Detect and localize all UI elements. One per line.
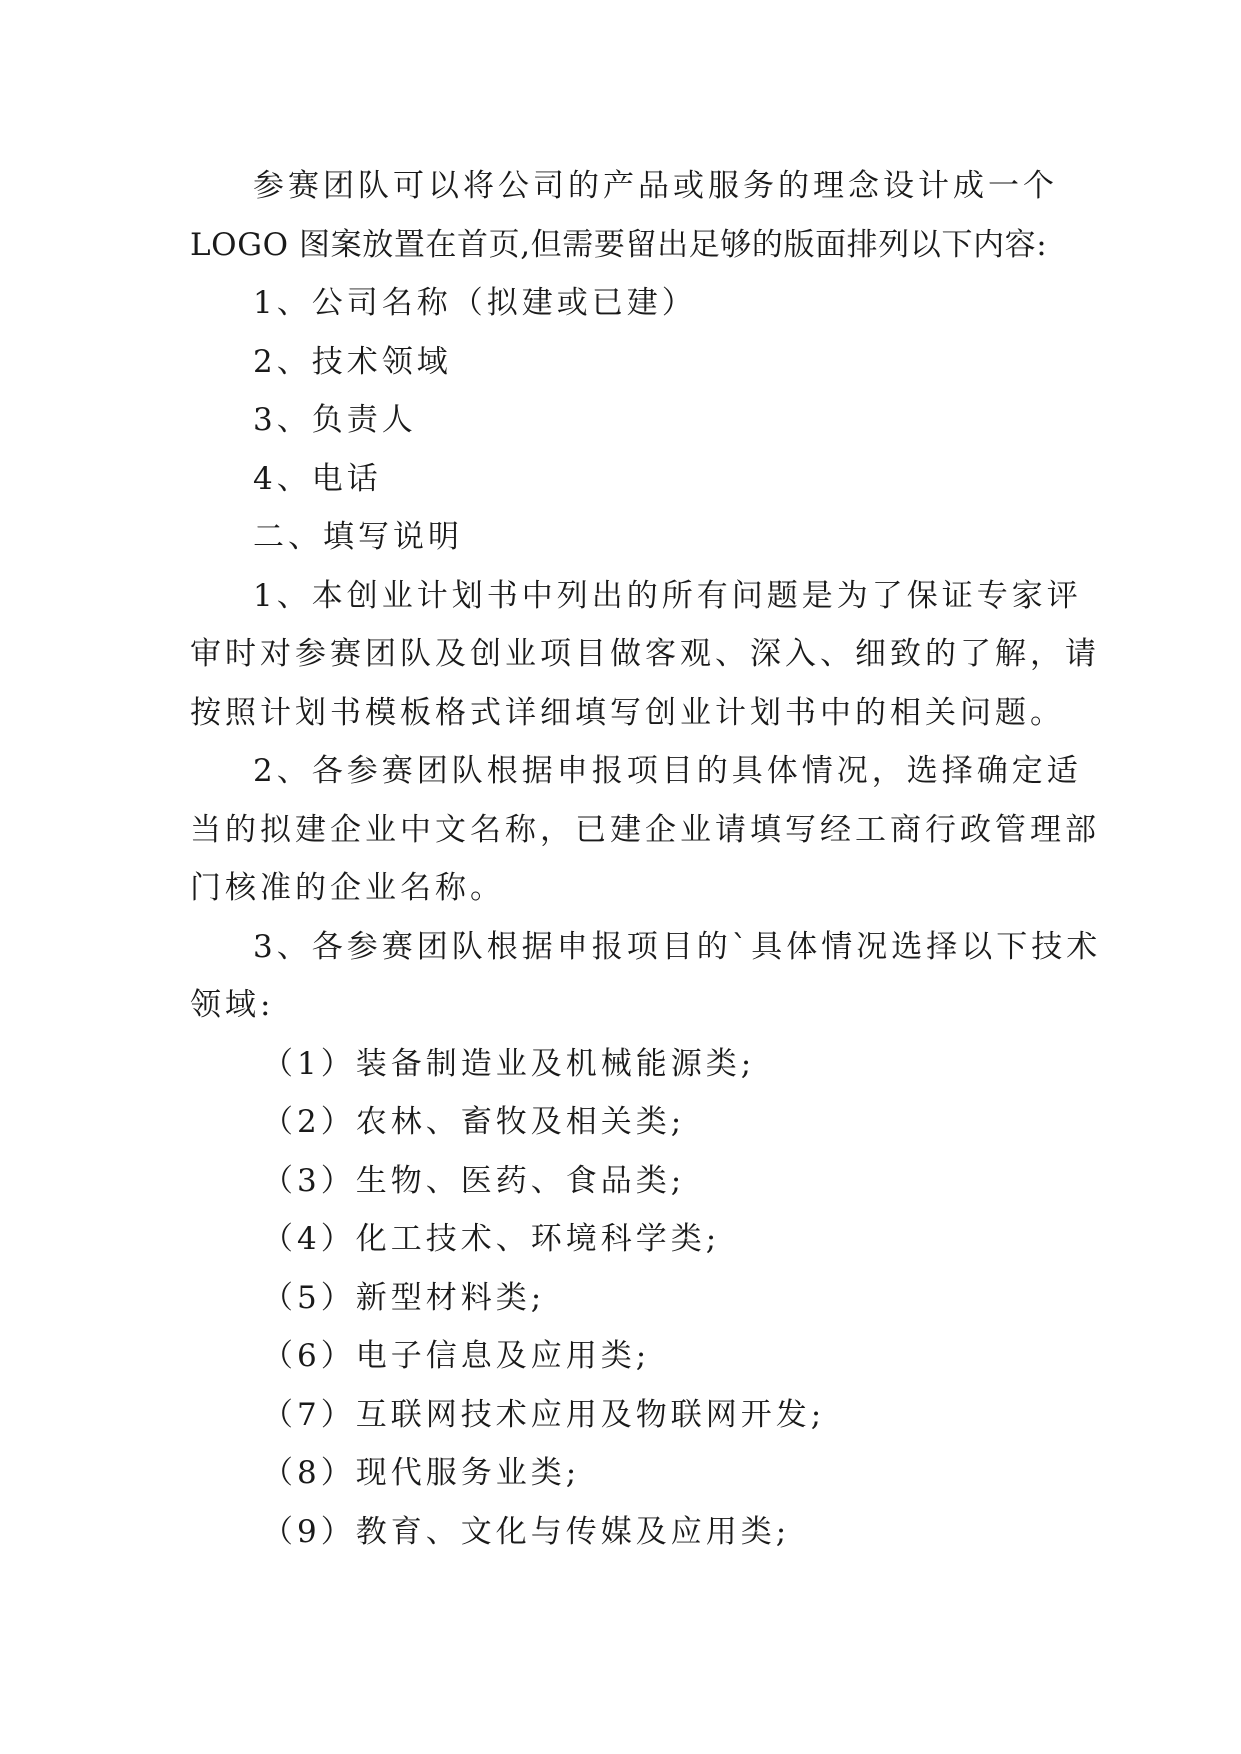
list-item: （8）现代服务业类; bbox=[262, 1455, 581, 1491]
list-item: （7）互联网技术应用及物联网开发; bbox=[262, 1396, 826, 1433]
section-heading: 二、填写说明 bbox=[253, 519, 463, 555]
list-item: （5）新型材料类; bbox=[262, 1279, 546, 1316]
paragraph-line: 门核准的企业名称。 bbox=[190, 870, 505, 906]
paragraph-line: LOGO 图案放置在首页,但需要留出足够的版面排列以下内容: bbox=[190, 226, 1048, 263]
paragraph-line: 按照计划书模板格式详细填写创业计划书中的相关问题。 bbox=[190, 694, 1065, 731]
paragraph-line: 2、各参赛团队根据申报项目的具体情况，选择确定适 bbox=[253, 753, 1082, 789]
list-item: （2）农林、畜牧及相关类; bbox=[262, 1104, 686, 1140]
list-item: （1）装备制造业及机械能源类; bbox=[262, 1045, 756, 1082]
paragraph-line: 领域: bbox=[190, 987, 275, 1023]
paragraph-line: 审时对参赛团队及创业项目做客观、深入、细致的了解，请 bbox=[190, 636, 1100, 672]
list-item: （9）教育、文化与传媒及应用类; bbox=[262, 1513, 791, 1550]
list-item: 2、技术领域 bbox=[253, 343, 452, 380]
list-item: 4、电话 bbox=[253, 460, 382, 497]
document-page bbox=[190, 157, 1102, 1561]
list-item: （3）生物、医药、食品类; bbox=[262, 1162, 686, 1199]
list-item: （6）电子信息及应用类; bbox=[262, 1338, 651, 1374]
list-item: （4）化工技术、环境科学类; bbox=[262, 1221, 721, 1257]
paragraph-line: 3、各参赛团队根据申报项目的`具体情况选择以下技术 bbox=[253, 928, 1102, 965]
list-item: 3、负责人 bbox=[253, 402, 417, 438]
paragraph-line: 1、本创业计划书中列出的所有问题是为了保证专家评 bbox=[253, 577, 1082, 614]
paragraph-line: 参赛团队可以将公司的产品或服务的理念设计成一个 bbox=[253, 168, 1058, 204]
paragraph-line: 当的拟建企业中文名称，已建企业请填写经工商行政管理部 bbox=[190, 811, 1100, 848]
list-item: 1、公司名称（拟建或已建） bbox=[253, 285, 697, 321]
